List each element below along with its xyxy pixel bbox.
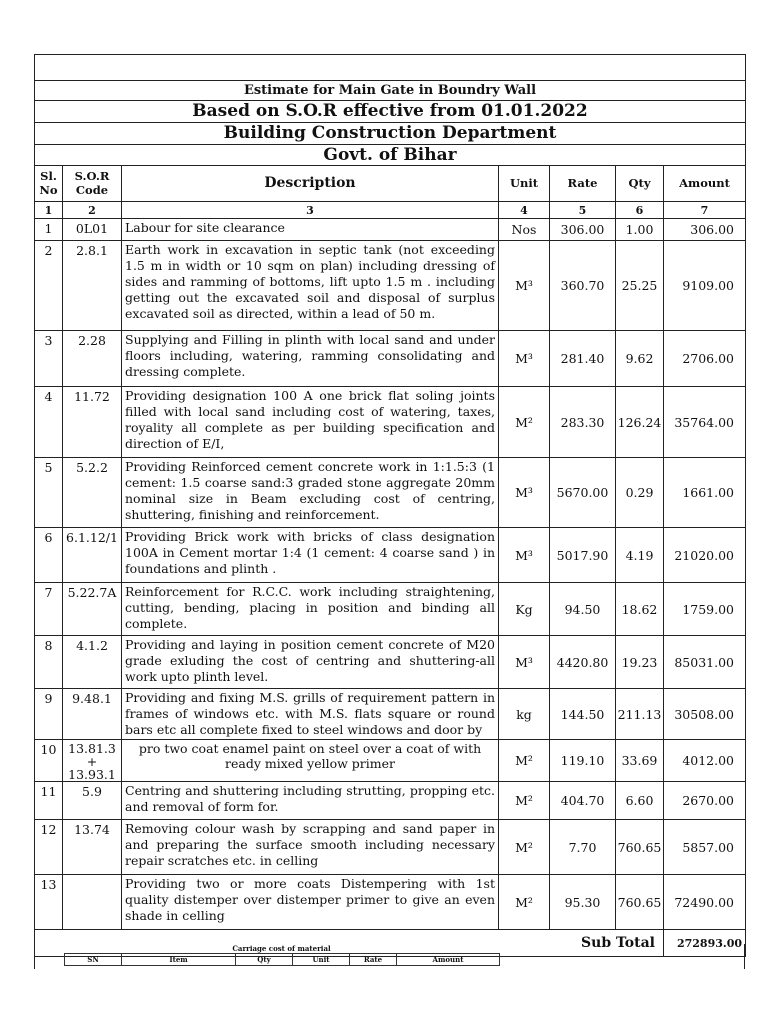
blank-header-cell: [35, 55, 746, 81]
table-row: [35, 331, 746, 387]
row-qty: 760.65: [616, 820, 664, 875]
table-row: [35, 387, 746, 458]
row-amount: 21020.00: [664, 528, 746, 583]
row-amount: 35764.00: [664, 387, 746, 458]
carriage-header-unit: Unit: [293, 954, 350, 966]
row-qty: 1.00: [616, 219, 664, 241]
row-rate: 404.70: [550, 782, 616, 820]
row-amount: 85031.00: [664, 636, 746, 689]
table-row: [35, 583, 746, 636]
amount-header: Amount: [664, 166, 746, 202]
row-sor-code: 13.81.3 + 13.93.1: [63, 740, 122, 782]
row-description: Providing designation 100 A one brick flat soling joints filled with local sand including cost of watering, taxes, royality all complete as per building specification and direction of E/I,: [122, 387, 499, 458]
table-row: [35, 636, 746, 689]
row-unit: M²: [499, 782, 550, 820]
row-sor-code: 6.1.12/1: [63, 528, 122, 583]
row-sor-code: 11.72: [63, 387, 122, 458]
row-unit: M²: [499, 875, 550, 930]
carriage-header-qty: Qty: [236, 954, 293, 966]
row-qty: 25.25: [616, 241, 664, 331]
right-border-line: [744, 944, 745, 969]
qty-header: Qty: [616, 166, 664, 202]
row-rate: 119.10: [550, 740, 616, 782]
estimate-title: Estimate for Main Gate in Boundry Wall: [35, 81, 746, 101]
row-rate: 283.30: [550, 387, 616, 458]
row-unit: kg: [499, 689, 550, 740]
carriage-table: [64, 953, 500, 966]
table-row: [35, 219, 746, 241]
row-sl: 6: [35, 528, 63, 583]
row-amount: 1759.00: [664, 583, 746, 636]
row-amount: 30508.00: [664, 689, 746, 740]
row-rate: 306.00: [550, 219, 616, 241]
row-unit: M³: [499, 241, 550, 331]
row-sor-code: 2.28: [63, 331, 122, 387]
table-row: [35, 689, 746, 740]
estimate-sheet: [34, 54, 745, 957]
row-sl: 3: [35, 331, 63, 387]
rate-header: Rate: [550, 166, 616, 202]
column-header-row: [35, 166, 746, 202]
row-unit: M²: [499, 740, 550, 782]
department-title: Building Construction Department: [35, 123, 746, 145]
row-description: Providing and laying in position cement concrete of M20 grade exluding the cost of centring and shuttering-all work upto plinth level.: [122, 636, 499, 689]
table-row: [35, 820, 746, 875]
row-unit: Kg: [499, 583, 550, 636]
row-description: Labour for site clearance: [122, 219, 499, 241]
sor-code-header: S.O.R Code: [63, 166, 122, 202]
col-number: 1: [35, 202, 63, 219]
row-unit: M²: [499, 387, 550, 458]
table-row: [35, 740, 746, 782]
row-qty: 126.24: [616, 387, 664, 458]
row-unit: M²: [499, 820, 550, 875]
row-description: Providing Reinforced cement concrete work in 1:1.5:3 (1 cement: 1.5 coarse sand:3 graded stone aggregate 20mm nominal size in Beam excluding cost of centring, shuttering, finishing and reinforcement.: [122, 458, 499, 528]
row-qty: 19.23: [616, 636, 664, 689]
subtotal-label: Sub Total: [35, 930, 664, 957]
row-sor-code: 5.22.7A: [63, 583, 122, 636]
row-amount: 2670.00: [664, 782, 746, 820]
row-description: Providing Brick work with bricks of class designation 100A in Cement mortar 1:4 (1 cement: 4 coarse sand ) in foundations and plinth .: [122, 528, 499, 583]
row-description: Providing and fixing M.S. grills of requirement pattern in frames of windows etc. with M.S. flats square or round bars etc all complete fixed to steel windows and door by: [122, 689, 499, 740]
subtotal-amount: 272893.00: [664, 930, 746, 957]
table-row: [35, 241, 746, 331]
row-sor-code: [63, 875, 122, 930]
row-qty: 0.29: [616, 458, 664, 528]
row-sor-code: 13.74: [63, 820, 122, 875]
column-number-row: [35, 202, 746, 219]
row-amount: 1661.00: [664, 458, 746, 528]
row-rate: 94.50: [550, 583, 616, 636]
table-row: [35, 528, 746, 583]
row-description: Providing two or more coats Distempering with 1st quality distemper over distemper primer to give an even shade in celling: [122, 875, 499, 930]
sl-header: Sl. No: [35, 166, 63, 202]
row-sor-code: 4.1.2: [63, 636, 122, 689]
col-number: 2: [63, 202, 122, 219]
row-amount: 2706.00: [664, 331, 746, 387]
row-sl: 11: [35, 782, 63, 820]
row-sl: 8: [35, 636, 63, 689]
row-sl: 13: [35, 875, 63, 930]
col-number: 7: [664, 202, 746, 219]
row-description: Supplying and Filling in plinth with local sand and under floors including, watering, ramming consolidating and dressing complete.: [122, 331, 499, 387]
row-unit: M³: [499, 331, 550, 387]
row-rate: 360.70: [550, 241, 616, 331]
row-description: pro two coat enamel paint on steel over a coat of with ready mixed yellow primer: [122, 740, 499, 782]
row-qty: 9.62: [616, 331, 664, 387]
row-rate: 7.70: [550, 820, 616, 875]
row-qty: 760.65: [616, 875, 664, 930]
row-sor-code: 2.8.1: [63, 241, 122, 331]
row-description: Removing colour wash by scrapping and sand paper in and preparing the surface smooth including necessary repair scratches etc. in celling: [122, 820, 499, 875]
carriage-header-row: [65, 954, 500, 966]
row-amount: 306.00: [664, 219, 746, 241]
table-row: [35, 875, 746, 930]
row-rate: 5017.90: [550, 528, 616, 583]
carriage-caption: Carriage cost of material: [232, 944, 331, 953]
row-amount: 9109.00: [664, 241, 746, 331]
col-number: 5: [550, 202, 616, 219]
table-row: [35, 782, 746, 820]
sor-title: Based on S.O.R effective from 01.01.2022: [35, 101, 746, 123]
row-rate: 144.50: [550, 689, 616, 740]
row-rate: 95.30: [550, 875, 616, 930]
row-unit: M³: [499, 636, 550, 689]
row-amount: 72490.00: [664, 875, 746, 930]
row-sl: 2: [35, 241, 63, 331]
description-header: Description: [122, 166, 499, 202]
row-unit: M³: [499, 528, 550, 583]
row-sl: 4: [35, 387, 63, 458]
row-sl: 12: [35, 820, 63, 875]
row-sor-code: 5.2.2: [63, 458, 122, 528]
row-qty: 6.60: [616, 782, 664, 820]
left-border-line: [34, 944, 35, 969]
govt-title: Govt. of Bihar: [35, 145, 746, 166]
row-rate: 5670.00: [550, 458, 616, 528]
table-row: [35, 458, 746, 528]
estimate-table: [34, 54, 746, 957]
row-sl: 10: [35, 740, 63, 782]
row-sl: 7: [35, 583, 63, 636]
row-sor-code: 0L01: [63, 219, 122, 241]
carriage-header-item: Item: [122, 954, 236, 966]
row-qty: 18.62: [616, 583, 664, 636]
col-number: 6: [616, 202, 664, 219]
carriage-header-sn: SN: [65, 954, 122, 966]
row-description: Reinforcement for R.C.C. work including straightening, cutting, bending, placing in position and binding all complete.: [122, 583, 499, 636]
row-description: Centring and shuttering including strutting, propping etc. and removal of form for.: [122, 782, 499, 820]
unit-header: Unit: [499, 166, 550, 202]
row-sl: 1: [35, 219, 63, 241]
row-sl: 5: [35, 458, 63, 528]
row-description: Earth work in excavation in septic tank (not exceeding 1.5 m in width or 10 sqm on plan) including dressing of sides and ramming of bottoms, lift upto 1.5 m . including getting out the excavated soil and disposal of surplus excavated soil as directed, within a lead of 50 m.: [122, 241, 499, 331]
row-unit: Nos: [499, 219, 550, 241]
row-amount: 5857.00: [664, 820, 746, 875]
carriage-cost-section: [64, 944, 499, 966]
carriage-header-amount: Amount: [397, 954, 500, 966]
col-number: 3: [122, 202, 499, 219]
row-rate: 281.40: [550, 331, 616, 387]
row-unit: M³: [499, 458, 550, 528]
carriage-header-rate: Rate: [350, 954, 397, 966]
row-qty: 211.13: [616, 689, 664, 740]
col-number: 4: [499, 202, 550, 219]
row-sl: 9: [35, 689, 63, 740]
row-qty: 33.69: [616, 740, 664, 782]
row-amount: 4012.00: [664, 740, 746, 782]
row-qty: 4.19: [616, 528, 664, 583]
row-rate: 4420.80: [550, 636, 616, 689]
row-sor-code: 9.48.1: [63, 689, 122, 740]
row-sor-code: 5.9: [63, 782, 122, 820]
